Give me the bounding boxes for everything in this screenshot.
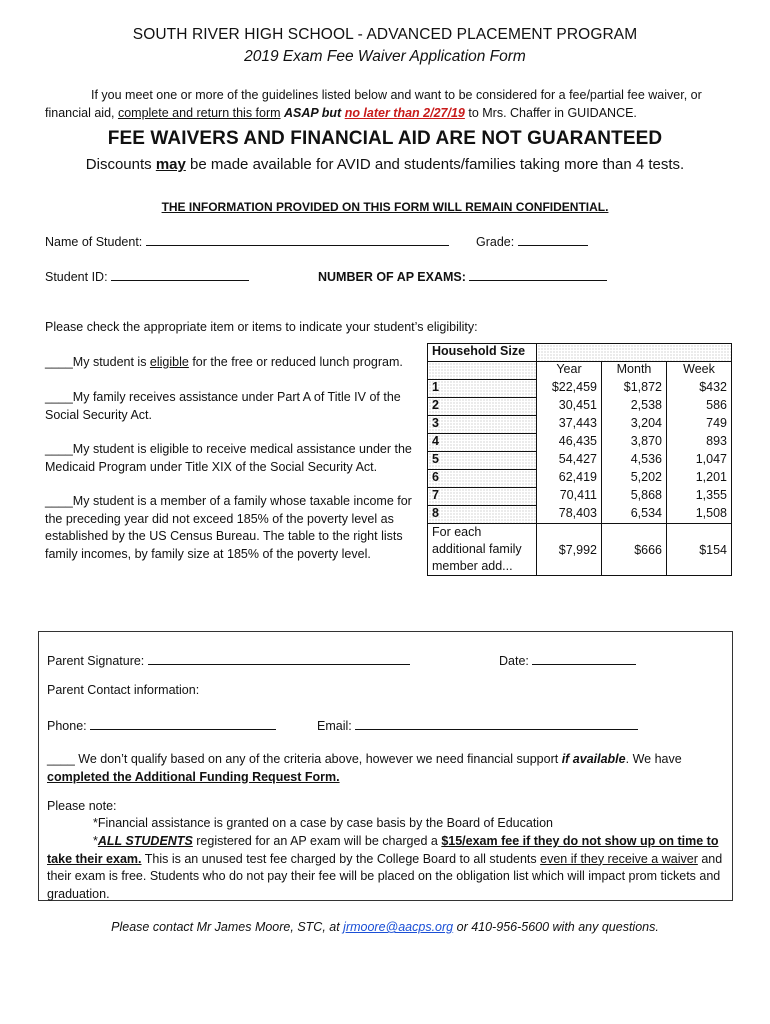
table-row [428,416,732,434]
please-note-label: Please note: [47,799,117,813]
parent-signature-label: Parent Signature: [47,654,145,668]
intro-paragraph [45,86,735,122]
cell-year: 54,427 [537,452,602,470]
cell-week: 1,508 [667,506,732,524]
phone-row [47,717,276,733]
email-label: Email: [317,719,352,733]
student-name-label: Name of Student: [45,235,143,249]
cell-size: 3 [428,416,537,434]
email-field[interactable] [355,717,638,730]
parent-contact-label: Parent Contact information: [47,683,200,697]
table-row [428,506,732,524]
contact-email-link[interactable]: jrmoore@aacps.org [343,920,454,934]
table-header-row [428,344,732,362]
intro-deadline: no later than 2/27/19 [344,106,465,120]
eligibility-item-income[interactable]: ____My student is a member of a family whose taxable income for the preceding year did not exceed 185% of the poverty level as established by the US Census Bureau. The table to the right lists family incomes, by family size at 185% of the poverty level. [45,494,412,561]
note-line-2: *ALL STUDENTS registered for an AP exam will be charged a $15/exam fee if they do not show up on time to take their exam. This is an unused test fee charged by the College Board to all students even if they receive a waiver and their exam is free. Students who do not pay their fee will be placed on the obligation list which will impact prom tickets and graduation. [47,834,723,901]
parent-section [38,631,733,901]
phone-field[interactable] [90,717,276,730]
phone-label: Phone: [47,719,87,733]
cell-week: 1,355 [667,488,732,506]
student-id-label: Student ID: [45,270,108,284]
cell-size: 1 [428,380,537,398]
email-row [317,717,638,733]
household-income-table [427,343,732,576]
cell-size: 5 [428,452,537,470]
cell-size: 6 [428,470,537,488]
num-exams-field[interactable] [469,268,607,281]
cell-year: 78,403 [537,506,602,524]
grade-field[interactable] [518,233,588,246]
cell-size: 4 [428,434,537,452]
table-row [428,434,732,452]
student-id-row [45,268,249,284]
student-id-field[interactable] [111,268,249,281]
cell-additional-week: $154 [667,524,732,576]
student-name-field[interactable] [146,233,449,246]
eligibility-item-lunch[interactable]: ____My student is eligible for the free or reduced lunch program. [45,355,403,369]
cell-week: 586 [667,398,732,416]
contact-footer: Please contact Mr James Moore, STC, at jrmoore@aacps.org or 410-956-5600 with any questions. [111,920,659,934]
date-row [499,652,636,668]
cell-month: 4,536 [602,452,667,470]
cell-year: $22,459 [537,380,602,398]
table-header-household-size: Household Size [428,344,537,362]
cell-month: 5,202 [602,470,667,488]
grade-label: Grade: [476,235,515,249]
intro-asap: ASAP but [284,106,342,120]
table-row [428,398,732,416]
table-row [428,470,732,488]
cell-week: 1,201 [667,470,732,488]
grade-row [476,233,588,249]
table-row [428,452,732,470]
cell-month: 3,204 [602,416,667,434]
discount-note: Discounts may be made available for AVID and students/families taking more than 4 tests. [85,156,685,173]
cell-year: 37,443 [537,416,602,434]
table-row-additional [428,524,732,576]
cell-year: 62,419 [537,470,602,488]
confidential-notice: THE INFORMATION PROVIDED ON THIS FORM WILL REMAIN CONFIDENTIAL. [161,200,609,214]
date-field[interactable] [532,652,636,665]
date-label: Date: [499,654,529,668]
cell-year: 30,451 [537,398,602,416]
parent-signature-row [47,652,410,668]
cell-month: 2,538 [602,398,667,416]
table-row [428,488,732,506]
cell-year: 46,435 [537,434,602,452]
notice-heading: FEE WAIVERS AND FINANCIAL AID ARE NOT GUARANTEED [107,128,663,149]
num-exams-label: NUMBER OF AP EXAMS: [318,270,466,284]
cell-month: 5,868 [602,488,667,506]
cell-additional-year: $7,992 [537,524,602,576]
cell-week: 1,047 [667,452,732,470]
table-column-row [428,362,732,380]
intro-text-end: to Mrs. Chaffer in GUIDANCE. [464,106,637,120]
note-line-1: *Financial assistance is granted on a case by case basis by the Board of Education [93,816,553,830]
cell-additional-month: $666 [602,524,667,576]
cell-month: 3,870 [602,434,667,452]
form-title: SOUTH RIVER HIGH SCHOOL - ADVANCED PLACEMENT PROGRAM [132,26,638,43]
intro-complete-return: complete and return this form [117,106,281,120]
eligibility-item-title-iv[interactable]: ____My family receives assistance under Part A of Title IV of the Social Security Act. [45,390,401,422]
discount-may: may [155,156,186,173]
cell-size: 8 [428,506,537,524]
additional-funding-form-text: completed the Additional Funding Request Form. [47,769,340,784]
cell-size: 7 [428,488,537,506]
form-subtitle: 2019 Exam Fee Waiver Application Form [244,48,526,65]
cell-year: 70,411 [537,488,602,506]
cell-additional-label: For each additional family member add... [428,524,537,576]
col-year: Year [537,362,602,380]
table-row [428,380,732,398]
cell-size: 2 [428,398,537,416]
cell-month: 6,534 [602,506,667,524]
col-week: Week [667,362,732,380]
intro-text: If you meet one or more of the guidelines listed below and want to be considered for a fee/partial fee waiver, or financial aid, [45,88,702,120]
num-exams-row [318,268,607,284]
cell-week: 893 [667,434,732,452]
student-name-row [45,233,449,249]
cell-week: 749 [667,416,732,434]
parent-signature-field[interactable] [148,652,410,665]
cell-month: $1,872 [602,380,667,398]
eligibility-item-medicaid[interactable]: ____My student is eligible to receive medical assistance under the Medicaid Program under Title XIX of the Social Security Act. [45,442,412,474]
additional-support-option[interactable]: ____ We don’t qualify based on any of the criteria above, however we need financial support if available. We have completed the Additional Funding Request Form. [47,752,682,784]
col-month: Month [602,362,667,380]
eligibility-prompt: Please check the appropriate item or items to indicate your student’s eligibility: [45,320,478,334]
cell-week: $432 [667,380,732,398]
